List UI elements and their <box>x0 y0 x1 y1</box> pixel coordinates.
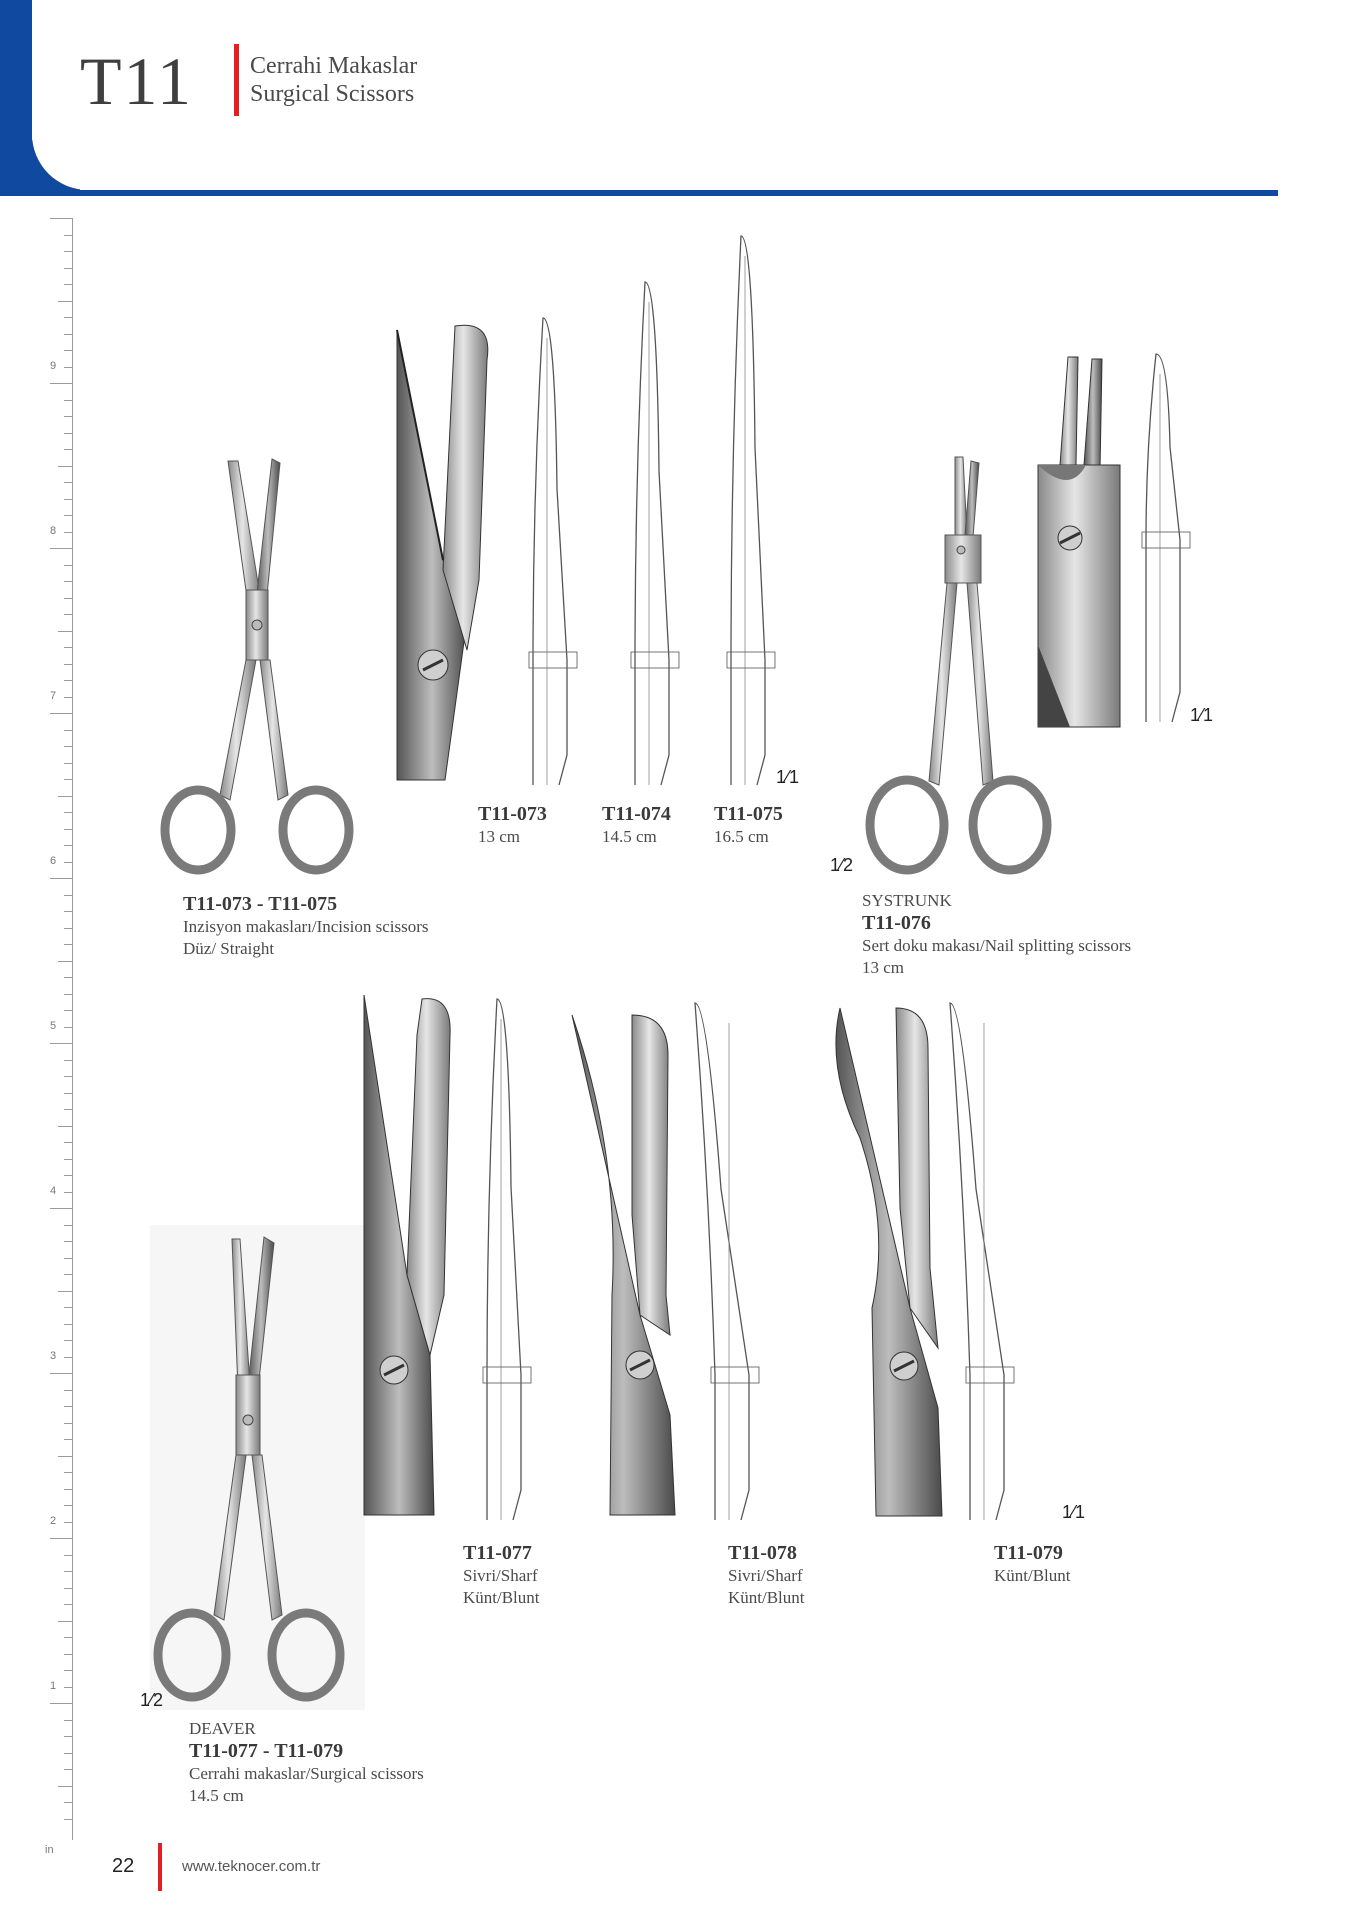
incision-scissors-illustration <box>160 455 360 875</box>
ruler-tick <box>64 944 72 945</box>
ruler-tick <box>64 647 72 648</box>
ruler-tick <box>58 631 72 632</box>
ruler-tick <box>64 317 72 318</box>
ruler-tick <box>64 1654 72 1655</box>
variant-tip-1: Künt/Blunt <box>994 1566 1071 1585</box>
ruler-tick <box>64 1604 72 1605</box>
incision-blade-closeup <box>395 320 505 790</box>
screw-detail <box>966 1367 1014 1383</box>
deaver-scissors-illustration <box>150 1225 365 1710</box>
group3-size: 14.5 cm <box>189 1786 244 1805</box>
ruler-tick <box>64 350 72 351</box>
screw-detail <box>529 652 577 668</box>
variant-code: T11-079 <box>994 1542 1063 1564</box>
screw-detail <box>711 1367 759 1383</box>
variant-tip-2: Künt/Blunt <box>728 1588 805 1607</box>
ruler-tick <box>64 1192 72 1193</box>
ruler-tick <box>64 730 72 731</box>
ruler-tick <box>64 697 72 698</box>
ruler-tick <box>64 251 72 252</box>
ruler-tick <box>64 449 72 450</box>
ruler-tick <box>64 614 72 615</box>
screw-detail <box>631 652 679 668</box>
ruler-tick <box>64 1307 72 1308</box>
scissor-outline <box>635 282 669 785</box>
variant-t11-074 <box>602 803 671 848</box>
group2-caption <box>862 890 1131 979</box>
ruler-tick <box>50 1208 72 1209</box>
scale-full-group3: 1⁄1 <box>1062 1502 1086 1522</box>
ruler-tick <box>64 812 72 813</box>
ruler-tick <box>64 1588 72 1589</box>
ruler-tick <box>64 598 72 599</box>
ruler-tick <box>64 680 72 681</box>
ruler-tick <box>64 845 72 846</box>
ruler-tick <box>58 301 72 302</box>
variant-tip-1: Sivri/Sharf <box>463 1566 538 1585</box>
systrunk-outline-drawing <box>1140 350 1190 730</box>
ruler-tick <box>64 1753 72 1754</box>
ruler-tick <box>64 977 72 978</box>
variant-tip-1: Sivri/Sharf <box>728 1566 803 1585</box>
screw-detail <box>727 652 775 668</box>
ruler-tick <box>64 499 72 500</box>
ruler-tick <box>64 1819 72 1820</box>
group2-brand: SYSTRUNK <box>862 891 952 910</box>
ruler-number: 1 <box>50 1680 57 1692</box>
ruler-tick <box>58 961 72 962</box>
ruler-tick <box>64 1324 72 1325</box>
inch-ruler <box>50 218 73 1840</box>
ruler-tick <box>64 1390 72 1391</box>
ruler-tick <box>64 1571 72 1572</box>
ruler-tick <box>64 400 72 401</box>
ruler-number: 4 <box>50 1185 57 1197</box>
page-title <box>250 52 417 108</box>
ruler-tick <box>64 515 72 516</box>
ruler-tick <box>64 1472 72 1473</box>
ruler-tick <box>58 796 72 797</box>
ruler-tick <box>64 1159 72 1160</box>
variant-t11-073 <box>478 803 547 848</box>
scale-full-group2: 1⁄1 <box>1190 705 1214 725</box>
variant-code: T11-077 <box>463 1542 532 1564</box>
ruler-tick <box>64 1060 72 1061</box>
group2-description: Sert doku makası/Nail splitting scissors <box>862 936 1132 955</box>
ruler-tick <box>58 1291 72 1292</box>
scale-half-group2: 1⁄2 <box>830 855 854 875</box>
header-red-divider <box>234 44 239 116</box>
ruler-unit: in <box>45 1844 54 1856</box>
scissor-outline <box>731 236 765 785</box>
ruler-tick <box>64 416 72 417</box>
ruler-tick <box>50 713 72 714</box>
ruler-tick <box>64 1274 72 1275</box>
ruler-tick <box>64 1637 72 1638</box>
ruler-tick <box>64 1109 72 1110</box>
ruler-tick <box>64 1241 72 1242</box>
header-side-bar <box>0 0 32 196</box>
ruler-number: 9 <box>50 360 57 372</box>
scissor-outline <box>487 999 521 1520</box>
ruler-tick <box>64 1687 72 1688</box>
variant-t11-075 <box>714 803 783 848</box>
ruler-tick <box>64 565 72 566</box>
ruler-tick <box>64 829 72 830</box>
group3-caption <box>189 1718 424 1807</box>
group2-code: T11-076 <box>862 912 931 934</box>
series-code: T11 <box>80 43 194 119</box>
screw-detail <box>483 1367 531 1383</box>
header-rule <box>32 190 1278 196</box>
ruler-tick <box>64 1736 72 1737</box>
ruler-tick <box>64 746 72 747</box>
ruler-tick <box>64 928 72 929</box>
ruler-tick <box>64 1555 72 1556</box>
ruler-tick <box>64 1439 72 1440</box>
ruler-tick <box>64 1093 72 1094</box>
ruler-tick <box>58 1621 72 1622</box>
footer-website-link[interactable]: www.teknocer.com.tr <box>182 1858 321 1875</box>
ruler-tick <box>64 895 72 896</box>
ruler-tick <box>64 1340 72 1341</box>
title-turkish: Cerrahi Makaslar <box>250 53 418 79</box>
ruler-tick <box>64 1142 72 1143</box>
ruler-tick <box>50 1538 72 1539</box>
ruler-tick <box>64 1505 72 1506</box>
ruler-tick <box>64 482 72 483</box>
ruler-tick <box>64 1522 72 1523</box>
ruler-tick <box>64 1175 72 1176</box>
scale-half-group3: 1⁄2 <box>140 1690 164 1710</box>
t11-077-blade-closeup <box>362 995 457 1515</box>
ruler-tick <box>64 1027 72 1028</box>
ruler-tick <box>50 548 72 549</box>
ruler-tick <box>64 1802 72 1803</box>
ruler-tick <box>64 763 72 764</box>
screw-detail <box>1142 532 1190 548</box>
variant-code: T11-074 <box>602 803 671 825</box>
variant-size: 14.5 cm <box>602 827 657 846</box>
ruler-tick <box>64 581 72 582</box>
ruler-number: 8 <box>50 525 57 537</box>
ruler-tick <box>50 1373 72 1374</box>
incision-outline-drawings <box>525 230 785 790</box>
variant-t11-077 <box>463 1542 540 1609</box>
ruler-number: 5 <box>50 1020 57 1032</box>
ruler-tick <box>50 1043 72 1044</box>
ruler-tick <box>64 1489 72 1490</box>
group3-title: T11-077 - T11-079 <box>189 1740 344 1762</box>
systrunk-blade-closeup <box>1030 355 1125 727</box>
variant-code: T11-078 <box>728 1542 797 1564</box>
scissor-outline <box>950 1003 1004 1520</box>
ruler-tick <box>50 1703 72 1704</box>
ruler-number: 3 <box>50 1350 57 1362</box>
group1-type: Düz/ Straight <box>183 939 275 958</box>
group3-brand: DEAVER <box>189 1719 256 1738</box>
ruler-tick <box>64 268 72 269</box>
ruler-tick <box>64 1720 72 1721</box>
group3-description: Cerrahi makaslar/Surgical scissors <box>189 1764 424 1783</box>
ruler-tick <box>64 367 72 368</box>
ruler-tick <box>50 383 72 384</box>
ruler-tick <box>64 994 72 995</box>
ruler-number: 7 <box>50 690 57 702</box>
ruler-tick <box>58 1456 72 1457</box>
group1-description: Inzisyon makasları/Incision scissors <box>183 917 429 936</box>
ruler-tick <box>64 235 72 236</box>
ruler-tick <box>64 1406 72 1407</box>
variant-t11-079 <box>994 1542 1071 1587</box>
ruler-number: 2 <box>50 1515 57 1527</box>
ruler-tick <box>64 1076 72 1077</box>
ruler-tick <box>64 1258 72 1259</box>
ruler-tick <box>64 1423 72 1424</box>
ruler-tick <box>58 466 72 467</box>
group1-caption <box>183 893 429 960</box>
variant-size: 16.5 cm <box>714 827 769 846</box>
ruler-tick <box>64 779 72 780</box>
variant-size: 13 cm <box>478 827 521 846</box>
ruler-tick <box>64 433 72 434</box>
group2-size: 13 cm <box>862 958 905 977</box>
page-number: 22 <box>112 1855 135 1877</box>
ruler-tick <box>64 334 72 335</box>
ruler-tick <box>64 862 72 863</box>
ruler-tick <box>64 911 72 912</box>
ruler-tick <box>64 1769 72 1770</box>
scissor-outline <box>1146 354 1180 722</box>
ruler-tick <box>64 1225 72 1226</box>
ruler-tick <box>58 1126 72 1127</box>
footer-red-divider <box>158 1843 162 1891</box>
variant-tip-2: Künt/Blunt <box>463 1588 540 1607</box>
variant-code: T11-073 <box>478 803 547 825</box>
ruler-tick <box>64 1357 72 1358</box>
variant-code: T11-075 <box>714 803 783 825</box>
scissor-outline <box>533 318 567 785</box>
ruler-number: 6 <box>50 855 57 867</box>
ruler-tick <box>64 664 72 665</box>
ruler-tick <box>64 532 72 533</box>
ruler-tick <box>50 218 72 219</box>
variant-t11-078 <box>728 1542 805 1609</box>
ruler-tick <box>64 284 72 285</box>
ruler-tick <box>50 878 72 879</box>
group1-title: T11-073 - T11-075 <box>183 893 338 915</box>
ruler-tick <box>58 1786 72 1787</box>
ruler-tick <box>64 1010 72 1011</box>
scale-full-group1: 1⁄1 <box>776 767 800 787</box>
ruler-tick <box>64 1670 72 1671</box>
title-english: Surgical Scissors <box>250 81 415 107</box>
deaver-outline-drawings <box>465 995 1085 1525</box>
scissor-outline <box>695 1003 749 1520</box>
